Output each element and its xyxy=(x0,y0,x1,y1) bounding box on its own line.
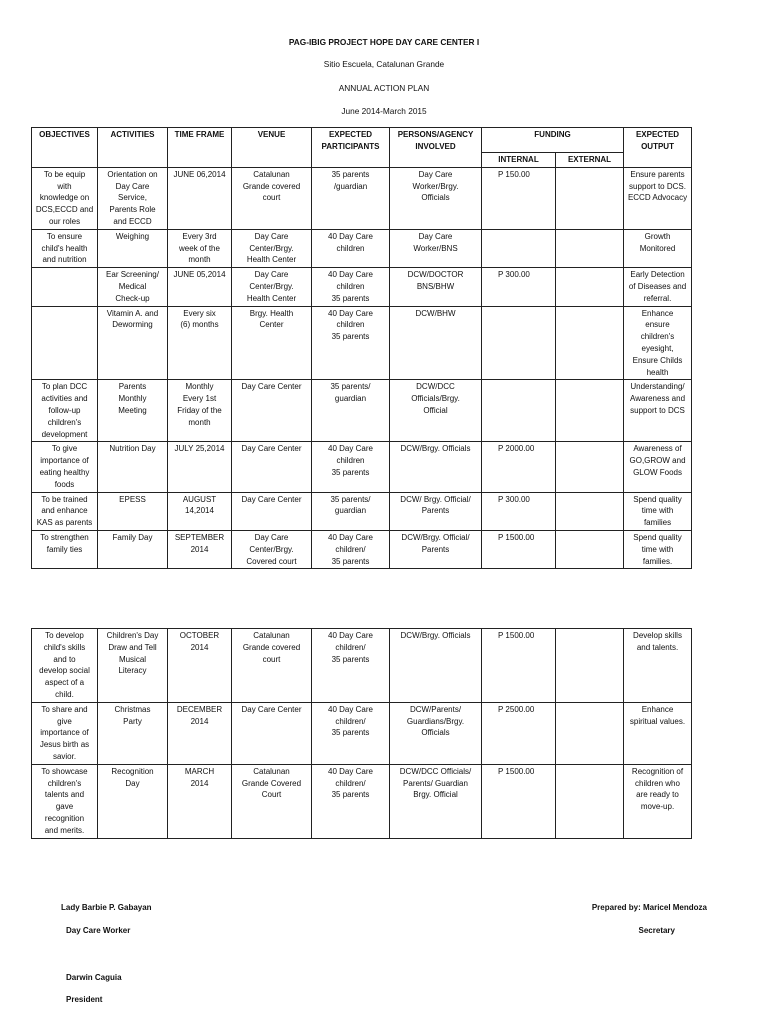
table-row xyxy=(32,629,692,703)
cell-time: JUNE 06,2014 xyxy=(168,167,232,229)
cell-output: Spend quality time with families xyxy=(624,492,692,530)
cell-internal: P 150.00 xyxy=(482,167,556,229)
col-objectives: OBJECTIVES xyxy=(32,128,98,168)
cell-time: Every 3rd week of the month xyxy=(168,229,232,267)
cell-venue: Catalunan Grande covered court xyxy=(232,167,312,229)
table-row xyxy=(32,167,692,229)
cell-external xyxy=(556,306,624,380)
col-participants: EXPECTED PARTICIPANTS xyxy=(312,128,390,168)
cell-time: JUNE 05,2014 xyxy=(168,268,232,306)
col-external: EXTERNAL xyxy=(556,153,624,168)
cell-activity: Orientation on Day Care Service, Parents Role and ECCD xyxy=(98,167,168,229)
cell-venue: Day Care Center/Brgy. Health Center xyxy=(232,229,312,267)
cell-venue: Day Care Center xyxy=(232,702,312,764)
table-row xyxy=(32,530,692,568)
cell-output: Early Detection of Diseases and referral. xyxy=(624,268,692,306)
col-persons: PERSONS/AGENCY INVOLVED xyxy=(390,128,482,168)
cell-participants: 40 Day Care children 35 parents xyxy=(312,442,390,492)
cell-participants: 40 Day Care children/ 35 parents xyxy=(312,702,390,764)
cell-external xyxy=(556,442,624,492)
cell-activity: EPESS xyxy=(98,492,168,530)
address: Sitio Escuela, Catalunan Grande xyxy=(323,59,445,69)
cell-internal xyxy=(482,229,556,267)
table-row xyxy=(32,268,692,306)
cell-internal: P 1500.00 xyxy=(482,530,556,568)
document-title: ANNUAL ACTION PLAN xyxy=(338,83,430,93)
cell-output: Awareness of GO,GROW and GLOW Foods xyxy=(624,442,692,492)
col-activities: ACTIVITIES xyxy=(98,128,168,168)
cell-time: SEPTEMBER 2014 xyxy=(168,530,232,568)
signatory-role-1: Day Care Worker xyxy=(66,926,131,935)
cell-external xyxy=(556,268,624,306)
cell-activity: Parents Monthly Meeting xyxy=(98,380,168,442)
cell-internal: P 1500.00 xyxy=(482,629,556,703)
cell-objective: To share and give importance of Jesus birth as savior. xyxy=(32,702,98,764)
cell-external xyxy=(556,530,624,568)
cell-participants: 40 Day Care children 35 parents xyxy=(312,306,390,380)
cell-activity: Weighing xyxy=(98,229,168,267)
cell-output: Recognition of children who are ready to move-up. xyxy=(624,764,692,838)
col-output: EXPECTED OUTPUT xyxy=(624,128,692,168)
cell-objective: To give importance of eating healthy foods xyxy=(32,442,98,492)
table-row xyxy=(32,764,692,838)
signatory-name-1: Lady Barbie P. Gabayan xyxy=(61,903,152,912)
cell-internal xyxy=(482,306,556,380)
cell-time: DECEMBER 2014 xyxy=(168,702,232,764)
cell-participants: 35 parents/ guardian xyxy=(312,492,390,530)
cell-persons: DCW/BHW xyxy=(390,306,482,380)
cell-persons: DCW/DCC Officials/ Parents/ Guardian Brgy. Official xyxy=(390,764,482,838)
cell-venue: Brgy. Health Center xyxy=(232,306,312,380)
cell-activity: Nutrition Day xyxy=(98,442,168,492)
cell-persons: DCW/Brgy. Officials xyxy=(390,629,482,703)
cell-time: AUGUST 14,2014 xyxy=(168,492,232,530)
cell-participants: 40 Day Care children/ 35 parents xyxy=(312,629,390,703)
table-row xyxy=(32,702,692,764)
cell-persons: DCW/Brgy. Official/ Parents xyxy=(390,530,482,568)
cell-venue: Day Care Center/Brgy. Health Center xyxy=(232,268,312,306)
cell-internal xyxy=(482,380,556,442)
cell-objective xyxy=(32,268,98,306)
cell-objective: To be equip with knowledge on DCS,ECCD and our roles xyxy=(32,167,98,229)
cell-external xyxy=(556,167,624,229)
table-row xyxy=(32,380,692,442)
cell-output: Enhance spiritual values. xyxy=(624,702,692,764)
cell-participants: 40 Day Care children xyxy=(312,229,390,267)
cell-time: Monthly Every 1st Friday of the month xyxy=(168,380,232,442)
cell-external xyxy=(556,702,624,764)
cell-participants: 40 Day Care children/ 35 parents xyxy=(312,764,390,838)
cell-internal: P 1500.00 xyxy=(482,764,556,838)
cell-internal: P 300.00 xyxy=(482,492,556,530)
prepared-by: Prepared by: Maricel Mendoza xyxy=(591,903,707,912)
table-row xyxy=(32,229,692,267)
action-plan-table-page1 xyxy=(31,127,692,569)
cell-time: MARCH 2014 xyxy=(168,764,232,838)
cell-objective: To be trained and enhance KAS as parents xyxy=(32,492,98,530)
cell-persons: Day Care Worker/BNS xyxy=(390,229,482,267)
cell-output: Understanding/ Awareness and support to DCS xyxy=(624,380,692,442)
cell-output: Enhance ensure children's eyesight, Ensure Childs health xyxy=(624,306,692,380)
signatory-name-3: Darwin Caguia xyxy=(66,973,122,982)
cell-participants: 40 Day Care children 35 parents xyxy=(312,268,390,306)
cell-persons: DCW/Parents/ Guardians/Brgy. Officials xyxy=(390,702,482,764)
table-row xyxy=(32,306,692,380)
cell-time: JULY 25,2014 xyxy=(168,442,232,492)
cell-objective: To ensure child's health and nutrition xyxy=(32,229,98,267)
cell-time: Every six (6) months xyxy=(168,306,232,380)
cell-output: Growth Monitored xyxy=(624,229,692,267)
cell-activity: Ear Screening/ Medical Check-up xyxy=(98,268,168,306)
cell-persons: Day Care Worker/Brgy. Officials xyxy=(390,167,482,229)
col-venue: VENUE xyxy=(232,128,312,168)
cell-persons: DCW/DCC Officials/Brgy. Official xyxy=(390,380,482,442)
col-internal: INTERNAL xyxy=(482,153,556,168)
cell-internal: P 300.00 xyxy=(482,268,556,306)
cell-objective: To plan DCC activities and follow-up children's development xyxy=(32,380,98,442)
cell-objective: To develop child's skills and to develop social aspect of a child. xyxy=(32,629,98,703)
cell-internal: P 2000.00 xyxy=(482,442,556,492)
cell-objective xyxy=(32,306,98,380)
action-plan-table-page2 xyxy=(31,628,692,839)
cell-external xyxy=(556,492,624,530)
cell-activity: Vitamin A. and Deworming xyxy=(98,306,168,380)
cell-activity: Children's Day Draw and Tell Musical Literacy xyxy=(98,629,168,703)
cell-participants: 40 Day Care children/ 35 parents xyxy=(312,530,390,568)
cell-objective: To showcase children's talents and gave recognition and merits. xyxy=(32,764,98,838)
table-row xyxy=(32,492,692,530)
cell-external xyxy=(556,629,624,703)
cell-venue: Day Care Center xyxy=(232,492,312,530)
cell-participants: 35 parents /guardian xyxy=(312,167,390,229)
col-funding: FUNDING xyxy=(482,128,624,153)
signatory-role-2: Secretary xyxy=(638,926,675,935)
center-name: PAG-IBIG PROJECT HOPE DAY CARE CENTER I xyxy=(288,37,480,47)
cell-activity: Recognition Day xyxy=(98,764,168,838)
cell-venue: Day Care Center xyxy=(232,442,312,492)
cell-venue: Catalunan Grande covered court xyxy=(232,629,312,703)
col-time-frame: TIME FRAME xyxy=(168,128,232,168)
cell-objective: To strengthen family ties xyxy=(32,530,98,568)
cell-internal: P 2500.00 xyxy=(482,702,556,764)
cell-persons: DCW/Brgy. Officials xyxy=(390,442,482,492)
cell-external xyxy=(556,229,624,267)
cell-venue: Day Care Center/Brgy. Covered court xyxy=(232,530,312,568)
cell-venue: Catalunan Grande Covered Court xyxy=(232,764,312,838)
signatory-role-3: President xyxy=(66,995,103,1004)
cell-output: Develop skills and talents. xyxy=(624,629,692,703)
cell-participants: 35 parents/ guardian xyxy=(312,380,390,442)
cell-persons: DCW/ Brgy. Official/ Parents xyxy=(390,492,482,530)
cell-time: OCTOBER 2014 xyxy=(168,629,232,703)
cell-persons: DCW/DOCTOR BNS/BHW xyxy=(390,268,482,306)
cell-activity: Christmas Party xyxy=(98,702,168,764)
table-row xyxy=(32,442,692,492)
cell-output: Spend quality time with families. xyxy=(624,530,692,568)
cell-activity: Family Day xyxy=(98,530,168,568)
period: June 2014-March 2015 xyxy=(341,106,427,116)
cell-external xyxy=(556,380,624,442)
cell-output: Ensure parents support to DCS. ECCD Advocacy xyxy=(624,167,692,229)
cell-external xyxy=(556,764,624,838)
cell-venue: Day Care Center xyxy=(232,380,312,442)
